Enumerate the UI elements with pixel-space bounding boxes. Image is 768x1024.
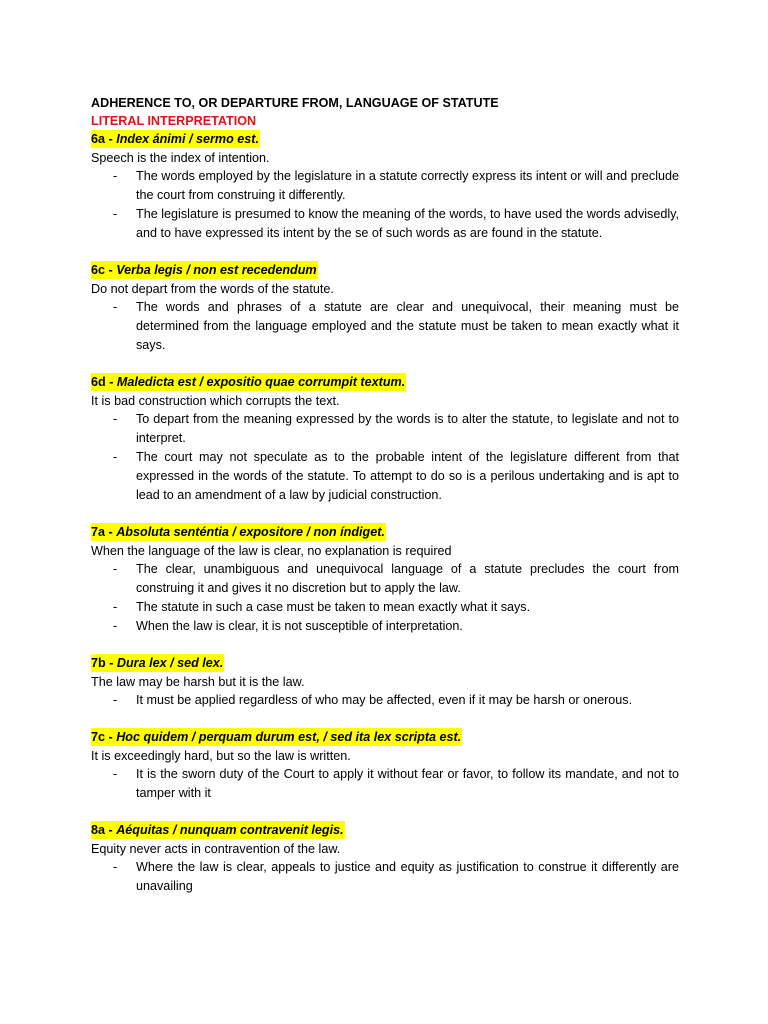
bullet-text: Where the law is clear, appeals to justice and equity as justification to construe it differently are unavailing [136,860,679,893]
bullet-list [91,765,679,803]
maxim-section [91,821,679,896]
maxim-section [91,654,679,710]
maxim-heading-highlight [91,130,260,148]
bullet-text: It is the sworn duty of the Court to apply it without fear or favor, to follow its mandate, and not to tamper with it [136,767,679,800]
section-spacer [91,355,679,373]
bullet-item [91,410,679,448]
maxim-section [91,373,679,505]
bullet-dash: - [113,600,118,614]
section-spacer [91,636,679,654]
maxim-code: 7b - [91,656,117,670]
document-title: ADHERENCE TO, OR DEPARTURE FROM, LANGUAGE OF STATUTE [91,96,499,110]
bullet-text: The words and phrases of a statute are clear and unequivocal, their meaning must be determined from the language employed and the statute must be taken to mean exactly what it says. [136,300,679,352]
maxim-latin: Verba legis / non est recedendum [116,263,317,277]
bullet-dash: - [113,767,118,781]
maxim-sections [91,130,679,896]
bullet-item [91,448,679,505]
section-spacer [91,803,679,821]
maxim-heading-row [91,373,679,392]
bullet-text: The court may not speculate as to the probable intent of the legislature different from that expressed in the words of the statute. To attempt to do so is a perilous undertaking and is apt to lead to an amendment of a law by judicial construction. [136,450,679,502]
document-body [91,95,679,896]
maxim-heading-highlight [91,261,318,279]
bullet-text: When the law is clear, it is not susceptible of interpretation. [136,619,463,633]
maxim-meaning: When the language of the law is clear, no explanation is required [91,544,452,558]
maxim-meaning: The law may be harsh but it is the law. [91,675,305,689]
bullet-dash: - [113,207,118,221]
maxim-code: 7a - [91,525,117,539]
bullet-item [91,617,679,636]
bullet-text: The legislature is presumed to know the meaning of the words, to have used the words advisedly, and to have expressed its intent by the se of such words as are found in the statute. [136,207,679,240]
section-spacer [91,505,679,523]
maxim-heading-highlight [91,523,386,541]
maxim-meaning: Do not depart from the words of the statute. [91,282,334,296]
bullet-list [91,410,679,505]
maxim-section [91,728,679,803]
maxim-heading-row [91,728,679,747]
bullet-item [91,858,679,896]
bullet-item [91,598,679,617]
maxim-latin: Hoc quidem / perquam durum est, / sed ita lex scripta est. [116,730,462,744]
maxim-code: 8a - [91,823,117,837]
maxim-section [91,261,679,355]
bullet-list [91,298,679,355]
bullet-item [91,765,679,803]
bullet-dash: - [113,562,118,576]
maxim-meaning: Equity never acts in contravention of the law. [91,842,341,856]
maxim-heading-highlight [91,821,345,839]
bullet-list [91,858,679,896]
maxim-latin: Absoluta senténtia / expositore / non índiget. [116,525,385,539]
bullet-item [91,691,679,710]
bullet-dash: - [113,619,118,633]
bullet-list [91,691,679,710]
maxim-latin: Index ánimi / sermo est. [116,132,259,146]
maxim-code: 6c - [91,263,117,277]
maxim-heading-row [91,130,679,149]
bullet-dash: - [113,450,118,464]
maxim-heading-row [91,523,679,542]
bullet-dash: - [113,860,118,874]
maxim-heading-highlight [91,654,224,672]
maxim-code: 7c - [91,730,117,744]
maxim-meaning: Speech is the index of intention. [91,151,270,165]
bullet-item [91,560,679,598]
maxim-latin: Aéquitas / nunquam contravenit legis. [116,823,344,837]
maxim-heading-highlight [91,373,406,391]
bullet-text: The statute in such a case must be taken to mean exactly what it says. [136,600,531,614]
section-spacer [91,710,679,728]
maxim-heading-row [91,654,679,673]
bullet-text: It must be applied regardless of who may be affected, even if it may be harsh or onerous. [136,693,633,707]
bullet-dash: - [113,169,118,183]
maxim-latin: Dura lex / sed lex. [116,656,224,670]
maxim-meaning: It is bad construction which corrupts the text. [91,394,340,408]
maxim-code: 6a - [91,132,117,146]
bullet-list [91,560,679,636]
maxim-heading-highlight [91,728,462,746]
maxim-heading-row [91,821,679,840]
bullet-dash: - [113,412,118,426]
maxim-heading-row [91,261,679,280]
section-spacer [91,243,679,261]
bullet-item [91,167,679,205]
document-subtitle: LITERAL INTERPRETATION [91,114,257,128]
bullet-dash: - [113,693,118,707]
bullet-list [91,167,679,243]
maxim-section [91,523,679,636]
bullet-dash: - [113,300,118,314]
bullet-text: The clear, unambiguous and unequivocal language of a statute precludes the court from construing it and gives it no discretion but to apply the law. [136,562,679,595]
maxim-latin: Maledicta est / expositio quae corrumpit textum. [116,375,406,389]
maxim-meaning: It is exceedingly hard, but so the law is written. [91,749,351,763]
maxim-code: 6d - [91,375,117,389]
bullet-text: The words employed by the legislature in a statute correctly express its intent or will and preclude the court from construing it differently. [136,169,679,202]
bullet-item [91,205,679,243]
bullet-text: To depart from the meaning expressed by the words is to alter the statute, to legislate and not to interpret. [136,412,679,445]
maxim-section [91,130,679,243]
bullet-item [91,298,679,355]
